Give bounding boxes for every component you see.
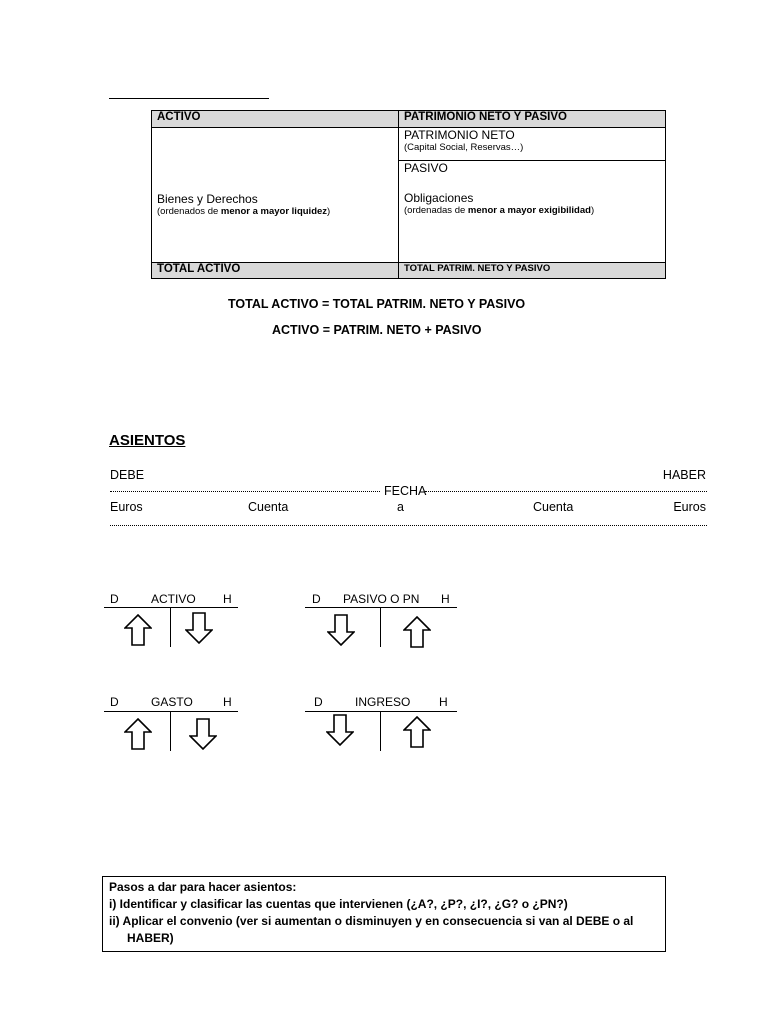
fecha-label: FECHA xyxy=(384,484,427,498)
obligaciones-title: Obligaciones xyxy=(404,191,474,205)
arrow-up-icon xyxy=(403,716,431,748)
total-activo: TOTAL ACTIVO xyxy=(152,263,399,279)
ingreso-d: D xyxy=(314,695,323,709)
arrow-down-icon xyxy=(189,718,217,750)
bienes-title: Bienes y Derechos xyxy=(157,191,258,206)
ingreso-name: INGRESO xyxy=(355,695,411,709)
pasivo-title: PASIVO xyxy=(404,161,448,175)
obligaciones-subtitle: (ordenadas de menor a mayor exigibilidad) xyxy=(404,205,595,216)
a-label: a xyxy=(397,500,404,514)
steps-title: Pasos a dar para hacer asientos: xyxy=(109,880,297,894)
activo-d: D xyxy=(110,592,119,606)
euros-left: Euros xyxy=(110,500,143,514)
pasivo-d: D xyxy=(312,592,321,606)
pasivo-name: PASIVO O PN xyxy=(343,592,420,606)
activo-name: ACTIVO xyxy=(151,592,196,606)
steps-box xyxy=(102,876,666,952)
step-1: i) Identificar y clasificar las cuentas que intervienen (¿A?, ¿P?, ¿I?, ¿G? o ¿PN?) xyxy=(109,897,568,911)
gasto-name: GASTO xyxy=(151,695,193,709)
equation-basic: ACTIVO = PATRIM. NETO + PASIVO xyxy=(272,323,482,337)
pasivo-cell xyxy=(399,161,666,263)
gasto-t-bar xyxy=(104,711,238,712)
activo-t-stem xyxy=(170,607,171,647)
bienes-subtitle: (ordenados de menor a mayor liquidez) xyxy=(157,205,331,217)
arrow-down-icon xyxy=(327,614,355,646)
arrow-up-icon xyxy=(403,616,431,648)
gasto-h: H xyxy=(223,695,232,709)
ingreso-t-stem xyxy=(380,711,381,751)
equation-totals: TOTAL ACTIVO = TOTAL PATRIM. NETO Y PASIVO xyxy=(228,297,526,311)
activo-header: ACTIVO xyxy=(152,111,399,128)
debe-label: DEBE xyxy=(110,468,145,482)
activo-t-bar xyxy=(104,607,238,608)
dotted-line-right xyxy=(425,491,707,492)
dotted-line-bottom xyxy=(110,525,707,526)
pasivo-t-stem xyxy=(380,607,381,647)
arrow-up-icon xyxy=(124,718,152,750)
asientos-heading: ASIENTOS xyxy=(109,432,186,449)
activo-h: H xyxy=(223,592,232,606)
gasto-t-stem xyxy=(170,711,171,751)
dotted-line-left xyxy=(110,491,380,492)
arrow-up-icon xyxy=(124,614,152,646)
ingreso-h: H xyxy=(439,695,448,709)
step-2-continued: HABER) xyxy=(127,931,174,945)
pn-pasivo-header: PATRIMONIO NETO Y PASIVO xyxy=(399,111,666,128)
pasivo-h: H xyxy=(441,592,450,606)
activo-body xyxy=(152,128,399,263)
pn-cell xyxy=(399,128,666,161)
euros-right: Euros xyxy=(673,500,706,514)
cuenta-left: Cuenta xyxy=(248,500,289,514)
pn-title: PATRIMONIO NETO xyxy=(404,128,515,142)
balance-sheet-table xyxy=(151,110,666,279)
step-2: ii) Aplicar el convenio (ver si aumentan o disminuyen y en consecuencia si van al DEBE o al xyxy=(109,914,634,928)
gasto-d: D xyxy=(110,695,119,709)
haber-label: HABER xyxy=(662,468,706,482)
total-pn-pasivo: TOTAL PATRIM. NETO Y PASIVO xyxy=(399,263,666,279)
top-rule xyxy=(109,98,269,99)
pn-subtitle: (Capital Social, Reservas…) xyxy=(404,142,524,153)
arrow-down-icon xyxy=(326,714,354,746)
ingreso-t-bar xyxy=(305,711,457,712)
cuenta-right: Cuenta xyxy=(533,500,574,514)
pasivo-t-bar xyxy=(305,607,457,608)
arrow-down-icon xyxy=(185,612,213,644)
